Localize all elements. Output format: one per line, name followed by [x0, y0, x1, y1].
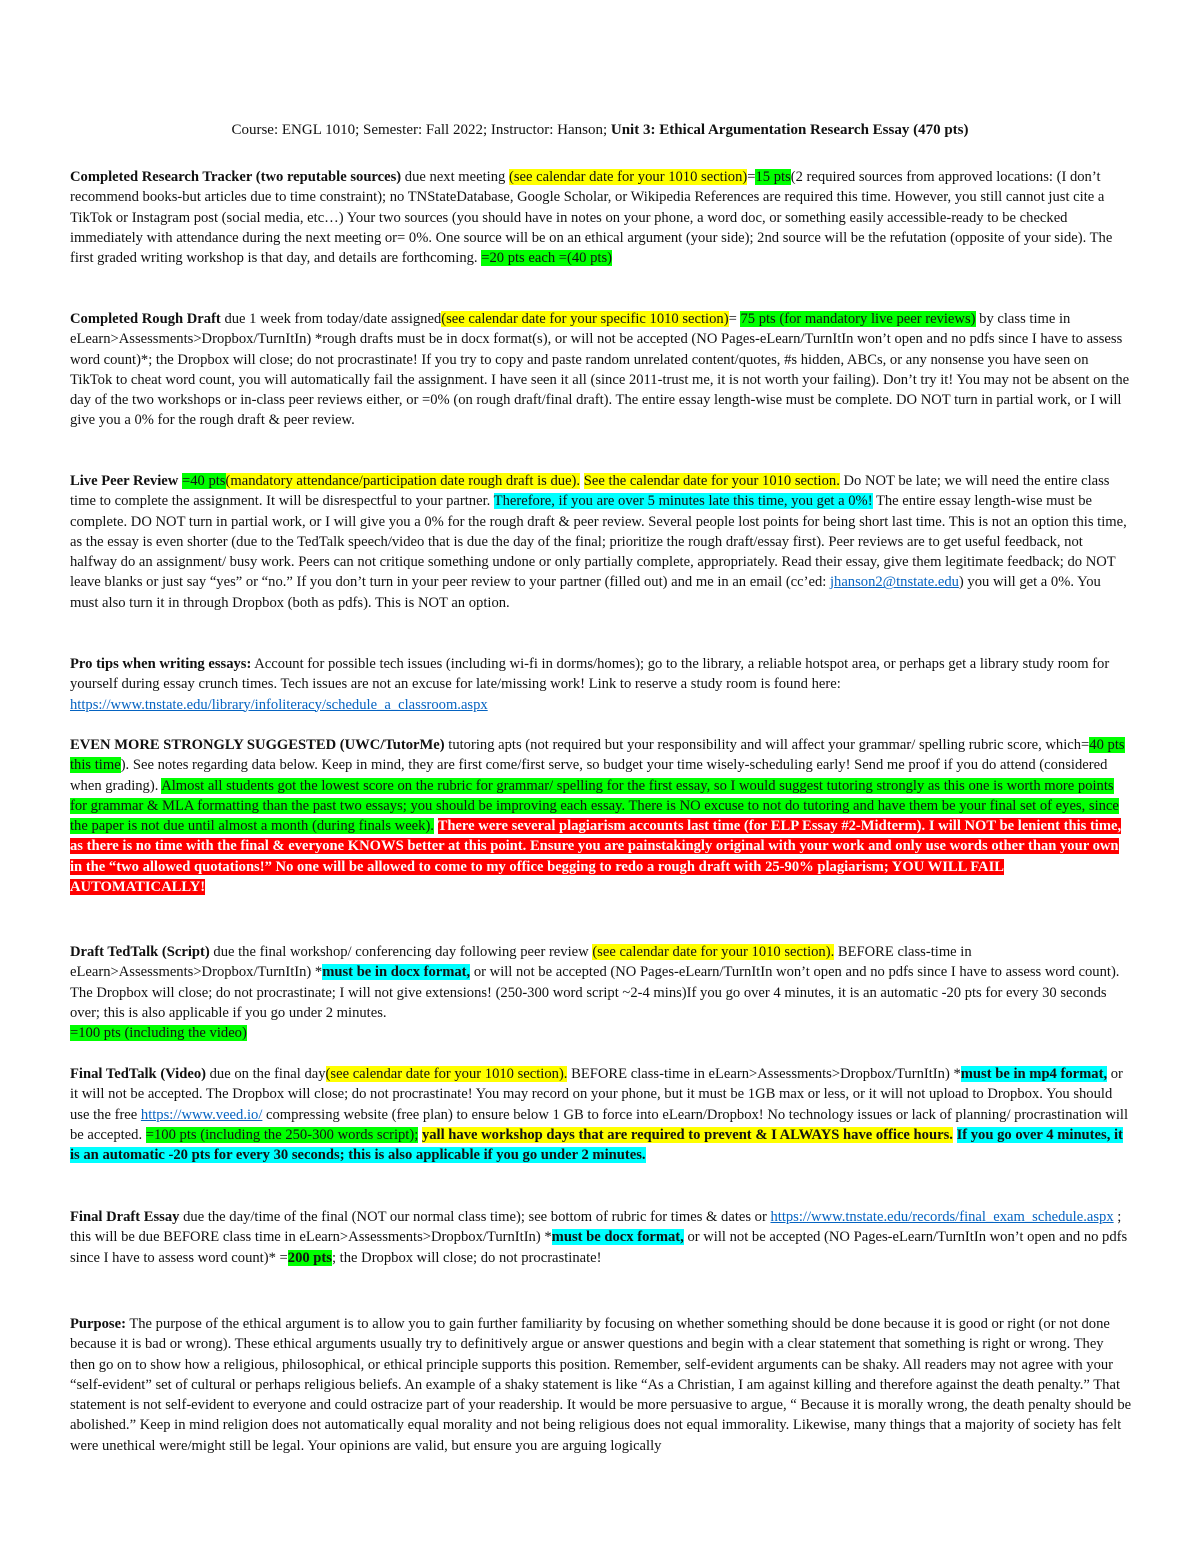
final-essay-paragraph	[70, 1207, 1132, 1268]
peer-review-details: The entire essay length-wise must be complete. DO NOT turn in partial work, or I will give you a 0% for the rough draft & peer review. Several people lost points for being short last time. This is not an option this time, as the essay is even shorter (due to the TedTalk speech/video that is due the day of the final; prioritize the rough draft/essay first). Peer reviews are to get useful feedback, not halfway do an assignment/ busy work. Peers can not critique something undone or only partially complete, appropriately. Read their essay, give them legitimate feedback; do NOT leave blanks or just say “yes” or “no.” If you don’t turn in your peer review to your partner (filled out) and me in an email (cc’ed:	[70, 493, 1127, 591]
pro-tips-section	[70, 654, 1132, 715]
peer-review-section	[70, 471, 1132, 613]
points-highlight: 200 pts	[287, 1249, 332, 1266]
course-info: Course: ENGL 1010; Semester: Fall 2022; Instructor: Hanson;	[231, 122, 611, 138]
space-text	[953, 1127, 957, 1143]
draft-tedtalk-text: due the final workshop/ conferencing day following peer review	[209, 944, 593, 960]
calendar-date-highlight: (see calendar date for your 1010 section).	[592, 944, 835, 960]
rough-draft-title: Completed Rough Draft	[70, 311, 221, 327]
peer-review-text: Do NOT be late; we will need the entire class time to complete the assignment. It will be disrespectful to your partner.	[70, 473, 1110, 510]
peer-review-closing: ) you will get a 0%. You must also turn it in through Dropbox (both as pdfs). This is NOT an option.	[70, 574, 1101, 611]
calendar-date-highlight: (see calendar date for your 1010 section)	[508, 169, 748, 185]
course-header	[0, 120, 1200, 140]
purpose-paragraph	[70, 1314, 1132, 1456]
peer-review-title: Live Peer Review	[70, 473, 179, 489]
final-exam-schedule-link[interactable]: https://www.tnstate.edu/records/final_exam_schedule.aspx	[770, 1209, 1114, 1225]
rough-draft-text: due 1 week from today/date assigned	[220, 311, 442, 327]
format-highlight: must be in mp4 format,	[960, 1066, 1108, 1082]
final-tedtalk-submission-text: BEFORE class-time in eLearn>Assessments>Dropbox/TurnItIn) *	[567, 1066, 961, 1082]
time-penalty-highlight: If you go over 4 minutes, it is an automatic -20 pts for every 30 seconds; this is also applicable if you go under 2 minutes.	[70, 1126, 1123, 1164]
final-tedtalk-title: Final TedTalk (Video)	[70, 1066, 206, 1082]
instructor-email-link[interactable]: jhanson2@tnstate.edu	[829, 574, 959, 591]
points-highlight: =40 pts	[181, 473, 226, 489]
final-essay-submission-text: ; this will be due BEFORE class time in eLearn>Assessments>Dropbox/TurnItIn) *	[70, 1209, 1122, 1246]
tutoring-section	[70, 735, 1132, 897]
final-tedtalk-text: due on the final day	[205, 1066, 326, 1082]
final-essay-details: or will not be accepted (NO Pages-eLearn/TurnItIn won’t open and no pdfs since I have to assess word count)* =	[70, 1229, 1128, 1266]
equals-text: =	[747, 169, 756, 185]
purpose-title: Purpose:	[70, 1316, 126, 1332]
rough-draft-paragraph	[70, 309, 1132, 431]
research-tracker-details: (2 required sources from approved locations: (I don’t recommend books-but articles due to time constraint); no TNStateDatabase, Google Scholar, or Wikipedia References are required this time. However, you still cannot just cite a TikTok or Instagram post (social media, etc…) Your two sources (you should have in notes on your phone, a word doc, or something easily accessible-ready to be checked immediately with attendance during the next meeting or= 0%. One source will be on an ethical argument (your side); 2nd source will be the refutation (opposite of your side). The first graded writing workshop is that day, and details are forthcoming.	[70, 169, 1113, 267]
final-tedtalk-section	[70, 1064, 1132, 1165]
format-highlight: must be docx format,	[551, 1229, 684, 1246]
peer-review-paragraph	[70, 471, 1132, 613]
draft-tedtalk-submission-text: BEFORE class-time in eLearn>Assessments>Dropbox/TurnItIn) *	[70, 944, 972, 981]
tutoring-title: EVEN MORE STRONGLY SUGGESTED (UWC/TutorMe)	[70, 737, 445, 753]
final-essay-closing: ; the Dropbox will close; do not procrastinate!	[331, 1249, 602, 1266]
points-highlight: =100 pts (including the 250-300 words script);	[145, 1126, 419, 1143]
attendance-highlight: (mandatory attendance/participation date rough draft is due).	[225, 473, 581, 489]
final-essay-text: due the day/time of the final (NOT our normal class time); see bottom of rubric for times & dates or	[179, 1209, 771, 1225]
points-each-highlight: =20 pts each =(40 pts)	[481, 250, 612, 267]
rough-draft-section	[70, 309, 1132, 431]
purpose-text: The purpose of the ethical argument is to allow you to gain further familiarity by focusing on whether something should be done because it is good or right (or not done because it is bad or wrong). These ethical arguments usually try to definitively argue or answer questions and begin with a clear statement that something is right or wrong. They then go on to show how a religious, philosophical, or ethical principle supports this position. Remember, self-evident arguments can be shaky. All readers may not agree with your “self-evident” set of cultural or perhaps religious beliefs. An example of a shaky statement is like “As a Christian, I am against killing and therefore against the death penalty.” That statement is not self-evident to everyone and could ostracize part of your readership. It would be more persuasive to argue, “ Because it is morally wrong, the death penalty should be abolished.” Keep in mind religion does not automatically equal morality and not being religious does not equal immorality. Likewise, many things that a majority of society has felt were unethical were/might still be legal. Your opinions are valid, but ensure you are arguing logically	[70, 1316, 1132, 1454]
grammar-warning-highlight: Almost all students got the lowest score on the rubric for grammar/ spelling for the first essay, so I would suggest tutoring strongly as this one is worth more points for grammar & MLA formatting than the past two essays; you should be improving each essay. There is NO excuse to not do tutoring and have them be your final set of eyes, since the paper is not due until almost a month (during finals week).	[70, 777, 1119, 835]
calendar-date-highlight: See the calendar date for your 1010 section.	[583, 473, 840, 489]
research-tracker-paragraph	[70, 167, 1132, 268]
points-highlight: =100 pts (including the video)	[70, 1025, 247, 1042]
study-room-link[interactable]: https://www.tnstate.edu/library/infoliteracy/schedule_a_classroom.aspx	[70, 696, 488, 713]
purpose-section	[70, 1314, 1132, 1456]
tutoring-details: ). See notes regarding data below. Keep in mind, they are first come/first serve, so budget your time wisely-scheduling early! Send me proof if you do attend (considered when grading).	[70, 757, 1108, 794]
final-tedtalk-compress-text: compressing website (free plan) to ensure below 1 GB to force into eLearn/Dropbox! No technology issues or lack of planning/ procrastination will be accepted.	[70, 1106, 1129, 1143]
points-highlight: 40 pts this time	[70, 737, 1125, 774]
unit-title: Unit 3: Ethical Argumentation Research Essay (470 pts)	[610, 122, 969, 138]
pro-tips-text: Account for possible tech issues (including wi-fi in dorms/homes); go to the library, a reliable hotspot area, or perhaps get a library study room for yourself during essay crunch times. Tech issues are not an excuse for late/missing work! Link to reserve a study room is found here:	[70, 656, 1110, 693]
final-essay-title: Final Draft Essay	[70, 1209, 180, 1225]
research-tracker-section	[70, 167, 1132, 268]
pro-tips-title: Pro tips when writing essays:	[70, 656, 252, 672]
draft-tedtalk-section	[70, 942, 1132, 1043]
equals-text: =	[728, 311, 741, 327]
tutoring-paragraph	[70, 735, 1132, 897]
veed-link[interactable]: https://www.veed.io/	[140, 1106, 263, 1123]
office-hours-highlight: yall have workshop days that are required to prevent & I ALWAYS have office hours.	[421, 1126, 953, 1143]
final-essay-section	[70, 1207, 1132, 1268]
points-highlight: 15 pts	[755, 169, 791, 185]
tutoring-text: tutoring apts (not required but your responsibility and will affect your grammar/ spelling rubric score, which=	[444, 737, 1090, 753]
final-tedtalk-details: or it will not be accepted. The Dropbox will close; do not procrastinate! You may record on your phone, but it must be 1GB max or less, or it will not upload to Dropbox. You should use the free	[70, 1066, 1123, 1123]
research-tracker-title: Completed Research Tracker (two reputable sources)	[70, 169, 402, 185]
points-highlight: 75 pts (for mandatory live peer reviews)	[740, 311, 976, 327]
draft-tedtalk-details: or will not be accepted (NO Pages-eLearn/TurnItIn won’t open and no pdfs since I have to assess word count). The Dropbox will close; do not procrastinate; I will not give extensions! (250-300 word script ~2-4 mins)If you go over 4 minutes, it is an automatic -20 pts for every 30 seconds over; this is also applicable if you go under 2 minutes.	[70, 964, 1120, 1021]
final-tedtalk-paragraph	[70, 1064, 1132, 1165]
plagiarism-warning-highlight: There were several plagiarism accounts last time (for ELP Essay #2-Midterm). I will NOT be lenient this time, as there is no time with the final & everyone KNOWS better at this point. Ensure you are painstakingly original with your work and only use words other than your own in the “two allowed quotations!” No one will be allowed to come to my office begging to redo a rough draft with 25-90% plagiarism; YOU WILL FAIL AUTOMATICALLY!	[70, 818, 1122, 896]
calendar-date-highlight: (see calendar date for your specific 1010 section)	[441, 311, 729, 327]
late-policy-highlight: Therefore, if you are over 5 minutes late this time, you get a 0%!	[493, 493, 873, 510]
draft-tedtalk-paragraph	[70, 942, 1132, 1043]
rough-draft-details: by class time in eLearn>Assessments>Dropbox/TurnItIn) *rough drafts must be in docx format(s), or will not be accepted (NO Pages-eLearn/TurnItIn won’t open and no pdfs since I have to assess word count)*; the Dropbox will close; do not procrastinate! If you try to copy and paste random unrelated content/quotes, #s hidden, ABCs, or any nonsense you have seen on TikTok to cheat word count, you will automatically fail the assignment. I have seen it all (since 2011-trust me, it is not worth your failing). Don’t try it! You may not be absent on the day of the two workshops or in-class peer reviews either, or =0% (on rough draft/final draft). The entire essay length-wise must be complete. DO NOT turn in partial work, or I will give you a 0% for the rough draft & peer review.	[70, 311, 1130, 429]
pro-tips-paragraph	[70, 654, 1132, 715]
draft-tedtalk-title: Draft TedTalk (Script)	[70, 944, 210, 960]
research-tracker-text: due next meeting	[401, 169, 509, 185]
calendar-date-highlight: (see calendar date for your 1010 section).	[325, 1066, 568, 1082]
format-highlight: must be in docx format,	[322, 964, 471, 981]
